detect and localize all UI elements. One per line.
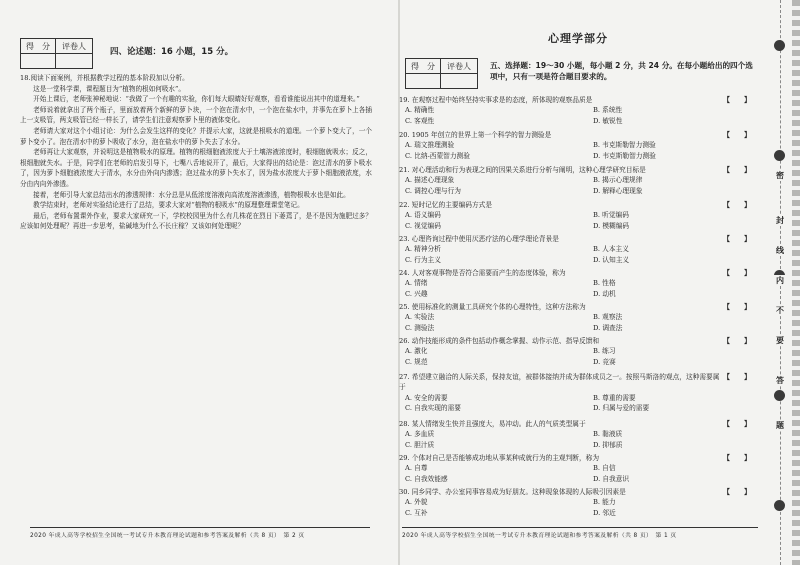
reviewer-cell[interactable] bbox=[56, 54, 93, 69]
option-c[interactable]: C. 互补 bbox=[405, 508, 428, 517]
binding-char: 要 bbox=[770, 335, 790, 346]
option-d[interactable]: D. 动机 bbox=[593, 289, 616, 298]
question-stem: 21. 对心理活动和行为表现之间的因果关系进行分析与阐明，这种心理学研究目标是 bbox=[399, 166, 646, 174]
question-stem: 26. 动作技能形成的条件包括动作概念掌握、动作示范、指导反馈和 bbox=[399, 337, 600, 345]
answer-bracket[interactable]: 【 】 bbox=[723, 303, 751, 311]
right-footer bbox=[402, 530, 758, 539]
option-b[interactable]: B. 尊重的需要 bbox=[593, 393, 636, 402]
score-cell[interactable] bbox=[21, 54, 56, 69]
question-29 bbox=[399, 453, 759, 484]
score-cell[interactable] bbox=[406, 74, 441, 89]
binding-char: 题 bbox=[770, 420, 790, 431]
reviewer-label: 评卷人 bbox=[441, 59, 478, 74]
question-23 bbox=[399, 234, 759, 265]
binding-hole bbox=[774, 150, 785, 161]
left-footer-text: 2020 年成人高等学校招生全国统一考试专升本教育理论试题和参考答案及解析（共 8 页） 第 2 页 bbox=[30, 533, 305, 539]
paragraph: 老师请大家对这个小组讨论：为什么会发生这样的变化？并提示大家，这就是根吸水的道理。一个萝卜变大了，一个萝卜变小了。泡在清水中的萝卜吸收了水分，泡在盐水中的萝卜失去了水分。 bbox=[20, 126, 372, 146]
question-stem: 20. 1905 年创立的世界上第一个科学的智力测验是 bbox=[399, 131, 552, 139]
question-26 bbox=[399, 336, 759, 367]
question-20 bbox=[399, 130, 759, 161]
binding-char: 内 bbox=[770, 275, 790, 286]
option-c[interactable]: C. 比纳-西蒙智力测验 bbox=[405, 151, 470, 160]
left-score-table bbox=[20, 38, 93, 69]
question-stem: 30. 同乡同学、办公室同事容易成为好朋友。这种现象体现的人际吸引因素是 bbox=[399, 488, 626, 496]
binding-char: 线 bbox=[770, 245, 790, 256]
right-footer-text: 2020 年成人高等学校招生全国统一考试专升本教育理论试题和参考答案及解析（共 8 页） 第 1 页 bbox=[402, 533, 677, 539]
question-28 bbox=[399, 419, 759, 450]
option-b[interactable]: B. 观察法 bbox=[593, 313, 623, 322]
binding-char: 封 bbox=[770, 215, 790, 226]
answer-bracket[interactable]: 【 】 bbox=[723, 166, 751, 174]
option-b[interactable]: B. 系统性 bbox=[593, 106, 623, 115]
left-footer bbox=[30, 530, 370, 539]
option-d[interactable]: D. 敏锐性 bbox=[593, 116, 623, 125]
option-c[interactable]: C. 自我效能感 bbox=[405, 474, 448, 483]
option-d[interactable]: D. 归属与爱的需要 bbox=[593, 404, 650, 413]
reviewer-label: 评卷人 bbox=[56, 39, 93, 54]
option-a[interactable]: A. 安全的需要 bbox=[405, 393, 448, 402]
answer-bracket[interactable]: 【 】 bbox=[723, 488, 751, 496]
option-a[interactable]: A. 实验法 bbox=[405, 313, 435, 322]
question-27 bbox=[399, 372, 759, 414]
answer-bracket[interactable]: 【 】 bbox=[723, 373, 751, 381]
question-stem: 29. 个体对自己是否能够成功地从事某种成就行为的主观判断，称为 bbox=[399, 454, 600, 462]
question-stem: 22. 短时记忆的主要编码方式是 bbox=[399, 201, 493, 209]
option-d[interactable]: D. 竞赛 bbox=[593, 357, 616, 366]
question-stem: 19. 在观察过程中始终坚持实事求是的态度，所体现的观察品质是 bbox=[399, 96, 593, 104]
option-d[interactable]: D. 解释心理现象 bbox=[593, 186, 643, 195]
question-30 bbox=[399, 487, 759, 518]
binding-hole bbox=[774, 500, 785, 511]
option-d[interactable]: D. 邻近 bbox=[593, 508, 616, 517]
paragraph: 教学结束时，老师对实验结论进行了总结，要求大家对“植物的根吸水”的原理整理课堂笔记。 bbox=[20, 201, 304, 210]
option-a[interactable]: A. 瑞文推理测验 bbox=[405, 141, 455, 150]
paragraph: 18.阅读下面案例，并根据教学过程的基本阶段加以分析。 bbox=[20, 74, 189, 82]
answer-bracket[interactable]: 【 】 bbox=[723, 201, 751, 209]
answer-bracket[interactable]: 【 】 bbox=[723, 454, 751, 462]
option-a[interactable]: A. 激化 bbox=[405, 347, 428, 356]
paragraph: 开始上课后，老师张神秘地说：“我做了一个有趣的实验，你们每大眼睛好好观察，看看谁能说出其中的道理来。” bbox=[20, 95, 360, 104]
option-b[interactable]: B. 自信 bbox=[593, 464, 616, 473]
option-a[interactable]: A. 语义编码 bbox=[405, 211, 441, 220]
score-label: 得 分 bbox=[21, 39, 56, 54]
left-section-title: 四、论述题：16 小题，15 分。 bbox=[110, 47, 234, 57]
option-b[interactable]: B. 黏液质 bbox=[593, 430, 623, 439]
answer-bracket[interactable]: 【 】 bbox=[723, 235, 751, 243]
question-stem: 24. 人对客观事物是否符合需要而产生的态度体验，称为 bbox=[399, 269, 566, 277]
option-b[interactable]: B. 韦克斯勒智力测验 bbox=[593, 141, 656, 150]
option-a[interactable]: A. 自尊 bbox=[405, 464, 428, 473]
option-b[interactable]: B. 能力 bbox=[593, 498, 616, 507]
option-c[interactable]: C. 自我实现的需要 bbox=[405, 404, 461, 413]
option-d[interactable]: D. 抑郁质 bbox=[593, 440, 623, 449]
binding-char: 答 bbox=[770, 375, 790, 386]
option-b[interactable]: B. 听觉编码 bbox=[593, 211, 629, 220]
binding-hole bbox=[774, 40, 785, 51]
question-stem: 28. 某人情绪发生快并且强度大，易冲动。此人的气质类型属于 bbox=[399, 420, 586, 428]
option-c[interactable]: C. 兴趣 bbox=[405, 289, 428, 298]
option-a[interactable]: A. 多血质 bbox=[405, 430, 435, 439]
reviewer-cell[interactable] bbox=[441, 74, 478, 89]
paragraph: 最后，老师布置课外作业，要求大家研究一下，学校校园里为什么有几株花在烈日下萎蔫了，是不是因为施肥过多？应该如何处理呢？再进一步思考，盐碱地为什么不长庄稼？又该如何处理呢？ bbox=[20, 211, 372, 231]
option-d[interactable]: D. 韦克斯勒智力测验 bbox=[593, 151, 656, 160]
right-section-title: 五、选择题：19～30 小题，每小题 2 分，共 24 分。在每小题给出的四个选项中，只有一项是符合题目要求的。 bbox=[490, 61, 753, 81]
paragraph: 接着，老师引导大家总结出水的渗透规律：水分总是从低浓度溶液向高浓度溶液渗透，植物根吸水也是如此。 bbox=[20, 190, 350, 199]
paragraph: 这是一堂科学课，课程题目为“植物的根如何吸水”。 bbox=[20, 84, 185, 93]
right-score-table bbox=[405, 58, 478, 89]
page-title: 心理学部分 bbox=[548, 32, 608, 45]
question-stem: 27. 希望建立融洽的人际关系，保持友谊，被群体接纳并成为群体成员之一。按照马斯洛的观点，这种需要属于 bbox=[399, 373, 720, 392]
essay-question bbox=[20, 73, 372, 232]
score-label: 得 分 bbox=[406, 59, 441, 74]
option-b[interactable]: B. 人本主义 bbox=[593, 245, 629, 254]
option-c[interactable]: C. 调控心理与行为 bbox=[405, 186, 461, 195]
page-edge bbox=[792, 0, 800, 565]
option-c[interactable]: C. 规范 bbox=[405, 357, 428, 366]
option-a[interactable]: A. 描述心理现象 bbox=[405, 176, 455, 185]
option-d[interactable]: D. 模糊编码 bbox=[593, 221, 630, 230]
binding-char: 密 bbox=[770, 170, 790, 181]
question-25 bbox=[399, 302, 759, 333]
paragraph: 老师再让大家观察，并说明这是植物吸水的原理。植物的根细胞液浓度大于土壤溶液浓度时，根细胞就吸水；反之，根细胞就失水。于是，同学们在老师的启发引导下，七嘴八舌地说开了，最后，大家得出的结论是：泡过清水的萝卜吸水了，因为萝卜细胞液浓度大于清水，水分由外向内渗透；泡过盐水的萝卜失水了，因为盐水浓度大于萝卜细胞液浓度，水分由内向外渗透。 bbox=[20, 148, 372, 188]
option-d[interactable]: D. 认知主义 bbox=[593, 255, 630, 264]
question-19 bbox=[399, 95, 759, 126]
paragraph: 老师说着就拿出了两个瓶子，里面放着两个新鲜的萝卜块，一个泡在清水中，一个泡在盐水中，并事先在萝卜上各插上一支吸管，两支吸管已经一样长了，请学生们注意观察萝卜里的液体变化。 bbox=[20, 105, 372, 125]
option-a[interactable]: A. 精确性 bbox=[405, 106, 435, 115]
answer-bracket[interactable]: 【 】 bbox=[723, 269, 751, 277]
answer-bracket[interactable]: 【 】 bbox=[723, 96, 751, 104]
question-24 bbox=[399, 268, 759, 299]
option-a[interactable]: A. 情绪 bbox=[405, 279, 428, 288]
answer-bracket[interactable]: 【 】 bbox=[723, 131, 751, 139]
option-c[interactable]: C. 行为主义 bbox=[405, 255, 441, 264]
option-c[interactable]: C. 测验法 bbox=[405, 323, 435, 332]
option-a[interactable]: A. 精神分析 bbox=[405, 245, 441, 254]
option-b[interactable]: B. 揭示心理规律 bbox=[593, 176, 643, 185]
question-stem: 23. 心理咨询过程中使用厌恶疗法的心理学理论背景是 bbox=[399, 235, 559, 243]
option-b[interactable]: B. 性格 bbox=[593, 279, 616, 288]
option-d[interactable]: D. 调查法 bbox=[593, 323, 623, 332]
question-stem: 25. 使用标准化的测量工具研究个体的心理特性，这种方法称为 bbox=[399, 303, 586, 311]
answer-bracket[interactable]: 【 】 bbox=[723, 337, 751, 345]
option-c[interactable]: C. 胆汁质 bbox=[405, 440, 435, 449]
binding-hole bbox=[774, 390, 785, 401]
answer-bracket[interactable]: 【 】 bbox=[723, 420, 751, 428]
option-c[interactable]: C. 客观性 bbox=[405, 116, 435, 125]
option-d[interactable]: D. 自我意识 bbox=[593, 474, 630, 483]
option-c[interactable]: C. 视觉编码 bbox=[405, 221, 441, 230]
question-21 bbox=[399, 165, 759, 196]
option-a[interactable]: A. 外貌 bbox=[405, 498, 428, 507]
option-b[interactable]: B. 练习 bbox=[593, 347, 616, 356]
binding-char: 不 bbox=[770, 305, 790, 316]
question-22 bbox=[399, 200, 759, 231]
